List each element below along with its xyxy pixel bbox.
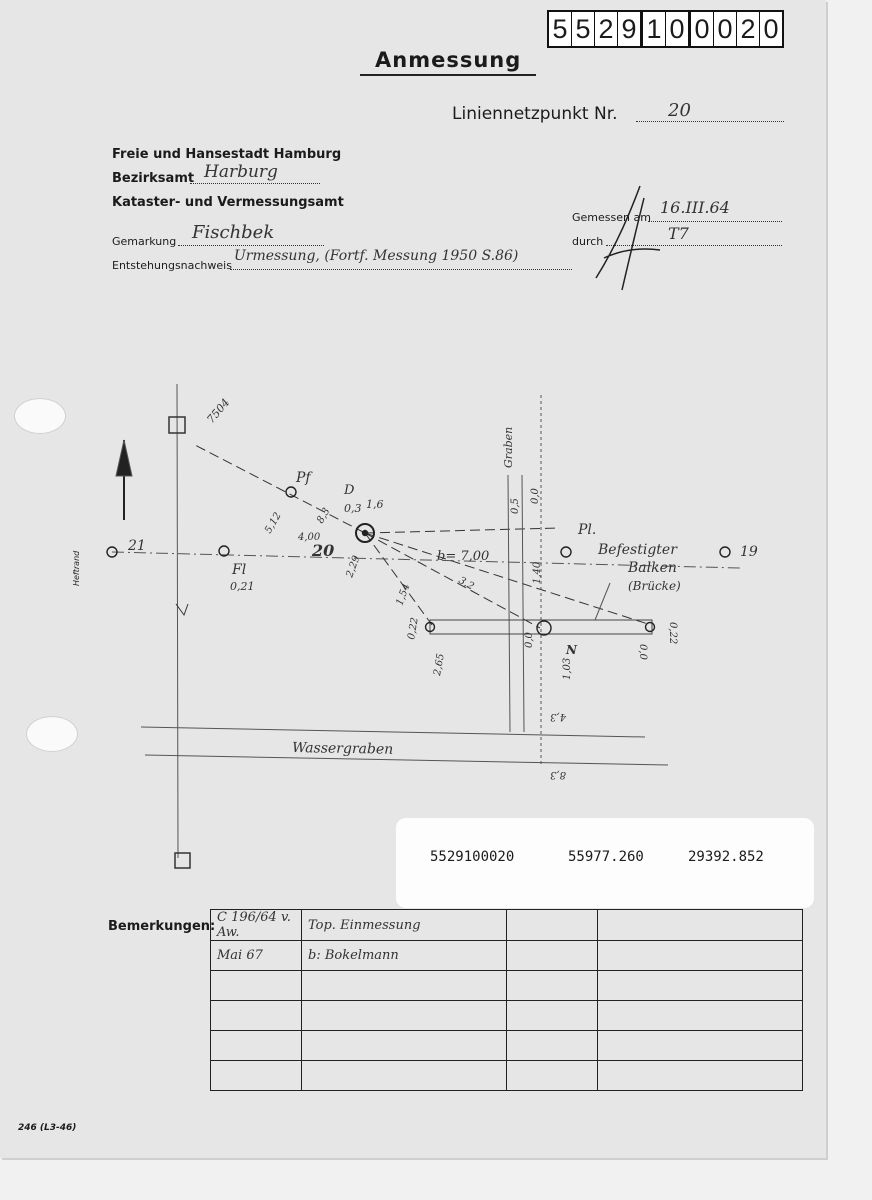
remarks-table bbox=[210, 909, 803, 1091]
north-arrow-icon bbox=[116, 440, 132, 476]
label-05: 0,5 bbox=[510, 498, 521, 514]
table-row bbox=[211, 941, 803, 971]
label-32: 3,2 bbox=[456, 575, 476, 593]
remark-cell bbox=[211, 1061, 302, 1091]
remark-cell bbox=[507, 1001, 598, 1031]
bezirksamt-label: Bezirksamt bbox=[112, 171, 195, 186]
coord-x: 55977.260 bbox=[568, 849, 644, 865]
authority-line1: Freie und Hansestadt Hamburg bbox=[112, 147, 342, 162]
remark-cell bbox=[211, 971, 302, 1001]
durch-label: durch bbox=[572, 235, 604, 248]
point-20-center bbox=[363, 531, 368, 536]
water-ditch-line-bottom bbox=[145, 755, 668, 765]
label-140: 1,40 bbox=[532, 561, 543, 584]
graben-line-right bbox=[522, 475, 524, 732]
remark-cell bbox=[211, 1001, 302, 1031]
water-ditch-line-top bbox=[141, 727, 645, 737]
label-512: 5,12 bbox=[263, 510, 284, 536]
label-point-21: 21 bbox=[128, 538, 146, 554]
signature-stroke bbox=[596, 186, 660, 290]
remark-cell: Mai 67 bbox=[211, 941, 302, 971]
id-digit: 0 bbox=[691, 12, 714, 46]
label-83: 8,3 bbox=[315, 506, 333, 526]
remark-cell: Top. Einmessung bbox=[302, 910, 507, 941]
remark-cell bbox=[507, 1061, 598, 1091]
form-code: 246 (L3-46) bbox=[18, 1123, 77, 1133]
remark-cell bbox=[598, 1061, 803, 1091]
table-row bbox=[211, 1061, 803, 1091]
label-43: 4,3 bbox=[550, 711, 566, 722]
label-point-n: N bbox=[566, 643, 577, 657]
label-229: 2,29 bbox=[344, 554, 363, 580]
remark-cell bbox=[507, 971, 598, 1001]
point-pl-icon bbox=[561, 547, 571, 557]
remark-cell bbox=[211, 1031, 302, 1061]
remark-cell bbox=[507, 941, 598, 971]
entstehung-label: Entstehungsnachweis bbox=[112, 259, 232, 272]
label-point-pl: Pl. bbox=[578, 522, 597, 538]
liniennetzpunkt-label: Liniennetzpunkt Nr. bbox=[452, 104, 618, 124]
label-022-right: 0,22 bbox=[667, 622, 678, 645]
label-graben: Graben bbox=[502, 426, 515, 468]
label-103: 1,03 bbox=[562, 657, 573, 680]
table-row bbox=[211, 971, 803, 1001]
label-00-right: 0,0 bbox=[637, 644, 648, 660]
label-00-top: 0,0 bbox=[530, 488, 541, 504]
label-154: 1,54 bbox=[394, 582, 413, 608]
vertical-survey-line bbox=[177, 384, 178, 858]
label-point-fl: Fl bbox=[232, 562, 247, 578]
label-d-value: 0,3 bbox=[344, 502, 362, 515]
coordinate-sticker bbox=[396, 818, 814, 908]
coord-y: 29392.852 bbox=[688, 849, 764, 865]
label-balken: Balken bbox=[628, 560, 677, 576]
id-digit: 9 bbox=[618, 12, 643, 46]
remark-cell bbox=[507, 1031, 598, 1061]
remark-cell bbox=[598, 1001, 803, 1031]
ray-to-left-end bbox=[365, 533, 432, 625]
remark-cell bbox=[598, 941, 803, 971]
label-fl-value: 0,21 bbox=[230, 580, 255, 593]
label-83-bottom: 8,3 bbox=[550, 769, 566, 780]
ray-to-graben bbox=[365, 528, 560, 533]
remark-cell bbox=[302, 971, 507, 1001]
id-digit: 5 bbox=[572, 12, 595, 46]
authority-line3: Kataster- und Vermessungsamt bbox=[112, 195, 344, 210]
remark-cell: b: Bokelmann bbox=[302, 941, 507, 971]
id-digit: 2 bbox=[737, 12, 760, 46]
label-b: b= 7,00 bbox=[437, 549, 490, 564]
remark-cell bbox=[598, 1031, 803, 1061]
id-digit: 5 bbox=[549, 12, 572, 46]
bezirksamt-value: Harburg bbox=[204, 162, 278, 182]
point-19-icon bbox=[720, 547, 730, 557]
table-row bbox=[211, 1031, 803, 1061]
gemarkung-label: Gemarkung bbox=[112, 235, 177, 248]
entstehung-value: Urmessung, (Fortf. Messung 1950 S.86) bbox=[234, 248, 519, 264]
label-4002: 4,00 bbox=[298, 532, 321, 543]
gemessen-label: Gemessen am bbox=[572, 211, 651, 224]
remark-cell bbox=[598, 971, 803, 1001]
label-befestigter: Befestigter bbox=[598, 542, 677, 558]
table-row bbox=[211, 1001, 803, 1031]
remark-cell bbox=[302, 1031, 507, 1061]
gemessen-value: 16.III.64 bbox=[660, 198, 730, 217]
id-digit: 0 bbox=[763, 14, 779, 44]
label-265: 2,65 bbox=[432, 652, 447, 677]
point-right-end-icon bbox=[646, 623, 655, 632]
label-022-left: 0,22 bbox=[406, 616, 421, 641]
remark-cell: C 196/64 v. Aw. bbox=[211, 910, 302, 941]
id-digit: 2 bbox=[595, 12, 618, 46]
boundary-marker-bottom bbox=[175, 853, 190, 868]
liniennetzpunkt-value: 20 bbox=[668, 100, 691, 121]
label-upper-value: 1,6 bbox=[366, 498, 384, 511]
label-point-pf: Pf bbox=[296, 470, 311, 486]
remark-cell bbox=[302, 1061, 507, 1091]
label-00-mid: 0,0 bbox=[524, 632, 535, 648]
bridge-leader-line bbox=[595, 583, 610, 620]
remark-cell bbox=[507, 910, 598, 941]
remark-cell bbox=[302, 1001, 507, 1031]
label-wassergraben: Wassergraben bbox=[291, 740, 394, 758]
coord-point-id: 5529100020 bbox=[430, 849, 515, 865]
id-digit: 0 bbox=[714, 12, 737, 46]
remarks-label: Bemerkungen: bbox=[108, 919, 216, 934]
label-7504: 7504 bbox=[204, 396, 233, 426]
document-title: Anmessung bbox=[375, 48, 522, 72]
remark-cell bbox=[598, 910, 803, 941]
durch-value: T7 bbox=[668, 224, 689, 243]
label-point-19: 19 bbox=[740, 544, 758, 560]
label-point-20: 20 bbox=[312, 541, 335, 560]
label-d: D bbox=[344, 483, 355, 498]
id-digit: 1 bbox=[643, 12, 666, 46]
margin-label: Heftrand bbox=[72, 550, 81, 586]
gemarkung-value: Fischbek bbox=[192, 222, 275, 243]
point-pf-icon bbox=[286, 487, 296, 497]
id-digit: 0 bbox=[666, 12, 691, 46]
label-bruecke: (Brücke) bbox=[628, 579, 681, 593]
table-row bbox=[211, 910, 803, 941]
